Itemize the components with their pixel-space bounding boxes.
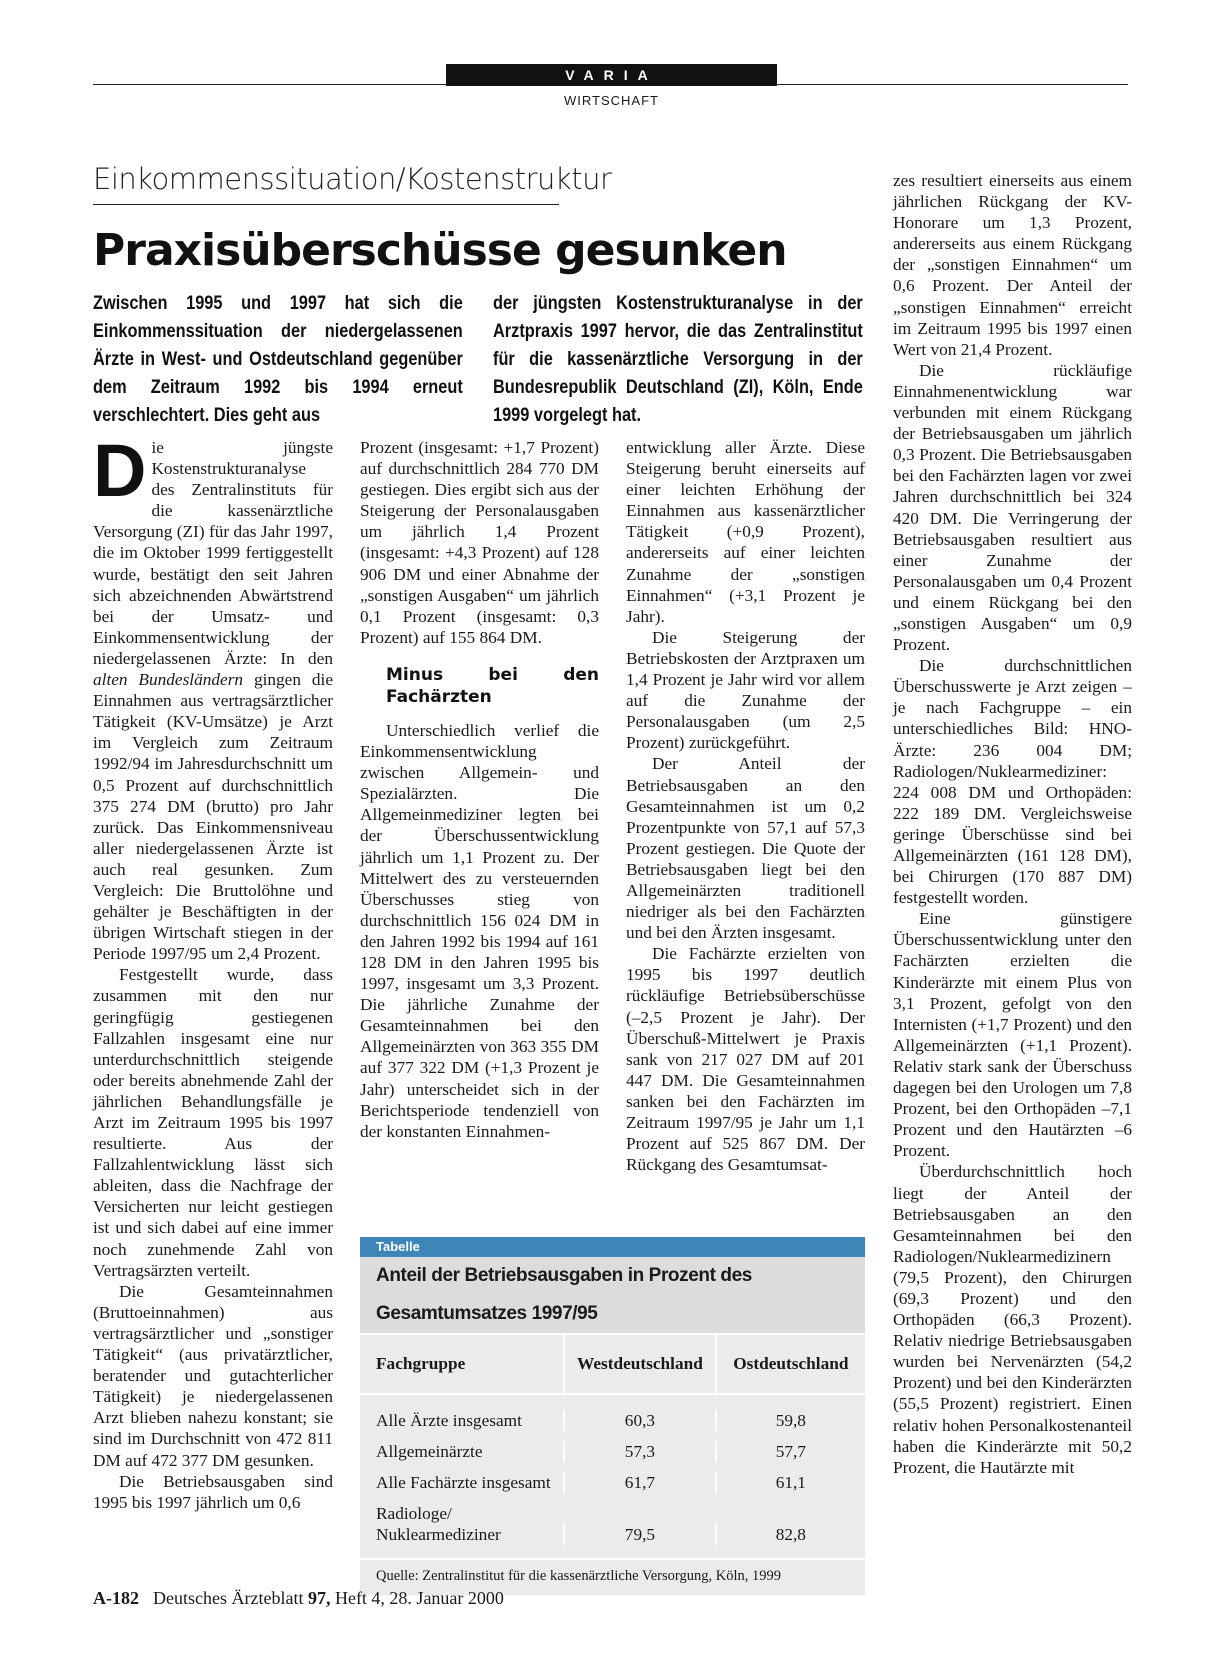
table-cell: Alle Ärzte insgesamt	[376, 1411, 522, 1430]
data-table	[360, 1237, 865, 1595]
paragraph: Prozent (insgesamt: +1,7 Prozent) auf durchschnittlich 284 770 DM gestiegen. Dies ergibt sich aus der Steigerung der Personalausgaben um jährlich 1,4 Prozent (insgesamt: +4,3 Prozent) auf 128 906 DM und einer Abnahme der „sonstigen Ausgaben“ um jährlich 0,1 Prozent (insgesamt: 0,3 Prozent) auf 155 864 DM.	[360, 438, 599, 647]
table-cell: 79,5	[563, 1524, 716, 1545]
paragraph: entwicklung aller Ärzte. Diese Steigerung beruht einerseits auf einer leichten Erhöhung der Einnahmen aus kassenärztlicher Tätigkeit (+0,9 Prozent), andererseits auf einer leichten Zunahme der „sonstigen Einnahmen“ (+3,1 Prozent je Jahr).	[626, 438, 865, 626]
text-column-3	[626, 437, 865, 1175]
article-headline: Praxisüberschüsse gesunken	[93, 225, 787, 276]
table-title: Anteil der Betriebsausgaben in Prozent des Gesamtumsatzes 1997/95	[360, 1257, 865, 1335]
paragraph: Die jüngste Kostenstrukturanalyse des Zentralinstituts für die kassenärztliche Versorgung (ZI) für das Jahr 1997, die im Oktober 1999 fertiggestellt wurde, bestätigt den seit Jahren sich abzeichnenden Abwärtstrend bei der Umsatz- und Einkommensentwicklung der niedergelassenen Ärzte: In den alten Bundesländern gingen die Einnahmen aus vertragsärztlicher Tätigkeit (KV-Umsätze) je Arzt im Vergleich zum Zeitraum 1992/94 im Jahresdurchschnitt um 0,5 Prozent auf durchschnittlich 375 274 DM (brutto) pro Jahr zurück. Das Einkommensniveau aller niedergelassenen Ärzte ist auch real gesunken. Zum Vergleich: Die Bruttolöhne und gehälter je Beschäftigten in der übrigen Wirtschaft stiegen in der Periode 1997/95 um 2,4 Prozent.	[93, 429, 333, 964]
paragraph: Eine günstigere Überschussentwicklung unter den Fachärzten erzielten die Kinderärzte mit einem Plus von 3,1 Prozent, gefolgt von den Internisten (+1,7 Prozent) und den Allgemeinärzten (+1,1 Prozent). Relativ stark sank der Überschuss dagegen bei den Urologen um 7,8 Prozent, bei den Orthopäden –7,1 Prozent und den Hautärzten –6 Prozent.	[893, 909, 1132, 1161]
paragraph: Die Betriebsausgaben sind 1995 bis 1997 jährlich um 0,6	[93, 1471, 333, 1512]
table-row	[360, 1405, 865, 1436]
paragraph: Die Fachärzte erzielten von 1995 bis 1997 deutlich rückläufige Betriebsüberschüsse (–2,5 Prozent je Jahr). Der Überschuß-Mittelwert je Praxis sank von 217 027 DM auf 201 447 DM. Die Gesamteinnahmen sanken bei den Fachärzten im Zeitraum 1997/95 je Jahr um 1,1 Prozent auf 525 867 DM. Der Rückgang des Gesamtumsat-	[626, 944, 865, 1175]
journal-volume: 97,	[307, 1588, 331, 1608]
table-cell: Radiologe/ Nuklearmediziner	[376, 1504, 501, 1544]
table-cell: 57,3	[563, 1441, 716, 1462]
paragraph: Die Steigerung der Betriebskosten der Arztpraxen um 1,4 Prozent je Jahr wird vor allem auf die Zunahme der Personalausgaben (um 2,5 Prozent) zurückgeführt.	[626, 627, 865, 753]
journal-name: Deutsches Ärzteblatt	[153, 1588, 304, 1608]
paragraph: Festgestellt wurde, dass zusammen mit den nur geringfügig gestiegenen Fallzahlen insgesamt eine nur unterdurchschnittlich steigende oder bereits abnehmende Zahl der jährlichen Behandlungsfälle je Arzt im Zeitraum 1995 bis 1997 resultierte. Aus der Fallzahlentwicklung lässt sich ableiten, dass die Nachfrage der Versicherten nur leicht gestiegen ist und sich dabei auf eine immer noch zunehmende Zahl von Vertragsärzten verteilt.	[93, 965, 333, 1280]
column-header: Ostdeutschland	[733, 1354, 849, 1373]
paragraph: zes resultiert einerseits aus einem jährlichen Rückgang der KV-Honorare um 1,3 Prozent, andererseits aus einem Rückgang der „sonstigen Einnahmen“ um 0,6 Prozent. Der Anteil der „sonstigen Einnahmen“ erreicht im Zeitraum 1995 bis 1997 einen Wert von 21,4 Prozent.	[893, 171, 1132, 359]
journal-issue: Heft 4, 28. Januar 2000	[334, 1588, 504, 1608]
subheading: Minus bei den Fachärzten	[386, 664, 599, 707]
column-header: Fachgruppe	[376, 1354, 466, 1373]
drop-cap: D	[93, 429, 147, 512]
kicker-rule	[93, 204, 559, 205]
table-cell: Alle Fachärzte insgesamt	[376, 1473, 551, 1492]
table-cell: 57,7	[775, 1442, 806, 1461]
table-cell: 61,1	[775, 1473, 806, 1492]
text-column-1	[93, 429, 333, 1513]
paragraph: Unterschiedlich verlief die Einkommensentwicklung zwischen Allgemein- und Spezialärzten. Die Allgemeinmediziner legten bei der Überschussentwicklung jährlich um 1,1 Prozent zu. Der Mittelwert des zu versteuernden Überschusses stieg von durchschnittlich 156 024 DM in den Jahren 1992 bis 1994 auf 161 128 DM in den Jahren 1995 bis 1997, insgesamt um 3,3 Prozent. Die jährliche Zunahme der Gesamteinnahmen bei den Allgemeinärzten von 363 355 DM auf 377 322 DM (+1,3 Prozent je Jahr) unterscheidet sich in der Berichtsperiode tendenziell von der konstanten Einnahmen-	[360, 720, 599, 1141]
table-row	[360, 1436, 865, 1467]
text-column-2	[360, 437, 599, 1142]
table-body	[360, 1395, 865, 1558]
table-cell: 59,8	[775, 1411, 806, 1430]
text-column-4	[893, 170, 1132, 1478]
lead-right: der jüngsten Kostenstrukturanalyse in der Arztpraxis 1997 hervor, die das Zentralinstitut für die kassenärztliche Versorgung in der Bundesrepublik Deutschland (ZI), Köln, Ende 1999 vorgelegt hat.	[493, 293, 863, 426]
article-kicker: Einkommenssituation/Kostenstruktur	[93, 162, 612, 196]
page-footer	[93, 1588, 504, 1609]
table-cell: Allgemeinärzte	[376, 1442, 483, 1461]
table-row	[360, 1467, 865, 1498]
lead-left: Zwischen 1995 und 1997 hat sich die Einkommenssituation der niedergelassenen Ärzte in West- und Ostdeutschland gegenüber dem Zeitraum 1992 bis 1994 erneut verschlechtert. Dies geht aus	[93, 293, 463, 426]
table-cell: 60,3	[563, 1410, 716, 1431]
paragraph: Die Gesamteinnahmen (Bruttoeinnahmen) aus vertragsärztlicher und „sonstiger Tätigkeit“ (aus privatärztlicher, beratender und gutachterlicher Tätigkeit) je niedergelassenen Arzt blieben nahezu konstant; sie sind im Durchschnitt von 472 811 DM auf 472 377 DM gesunken.	[93, 1281, 333, 1470]
table-label: Tabelle	[360, 1237, 865, 1257]
table-cell: 82,8	[775, 1525, 806, 1544]
paragraph: Die durchschnittlichen Überschusswerte je Arzt zeigen – je nach Fachgruppe – ein unterschiedliches Bild: HNO-Ärzte: 236 004 DM; Radiologen/Nuklearmediziner: 224 008 DM und Orthopäden: 222 189 DM. Vergleichsweise geringe Überschüsse sind bei Allgemeinärzten (161 128 DM), bei Chirurgen (170 887 DM) festgestellt worden.	[893, 656, 1132, 908]
page-number: A-182	[93, 1588, 139, 1608]
paragraph: Der Anteil der Betriebsausgaben an den Gesamteinnahmen ist um 0,2 Prozentpunkte von 57,1 auf 57,3 Prozent gestiegen. Die Quote der Betriebsausgaben liegt bei den Allgemeinärzten traditionell niedriger als bei den Fachärzten und bei den Ärzten insgesamt.	[626, 754, 865, 943]
section-banner: VARIA	[446, 64, 777, 86]
column-header: Westdeutschland	[563, 1335, 716, 1393]
table-row	[360, 1498, 865, 1550]
table-cell: 61,7	[563, 1472, 716, 1493]
table-header-row	[360, 1335, 865, 1395]
paragraph: Die rückläufige Einnahmenentwicklung war verbunden mit einem Rückgang der Betriebsausgaben um jährlich 0,3 Prozent. Die Betriebsausgaben bei den Fachärzten lagen vor zwei Jahren durchschnittlich bei 324 420 DM. Die Verringerung der Betriebsausgaben resultiert aus einer Zunahme der Personalausgaben um 0,4 Prozent und einem Rückgang bei den „sonstigen Ausgaben“ um 0,9 Prozent.	[893, 360, 1132, 655]
paragraph: Überdurchschnittlich hoch liegt der Anteil der Betriebsausgaben an den Gesamteinnahmen bei den Radiologen/Nuklearmedizinern (79,5 Prozent), den Chirurgen (69,3 Prozent) und den Orthopäden (66,3 Prozent). Relativ niedrige Betriebsausgaben wurden bei Nervenärzten (54,2 Prozent) und bei den Kinderärzten (55,5 Prozent) registriert. Einen relativ hohen Personalkostenanteil haben die Kinderärzte mit 50,2 Prozent, die Hautärzte mit	[893, 1162, 1132, 1477]
section-label: WIRTSCHAFT	[564, 93, 659, 108]
table-source: Quelle: Zentralinstitut für die kassenärztliche Versorgung, Köln, 1999	[360, 1558, 865, 1595]
